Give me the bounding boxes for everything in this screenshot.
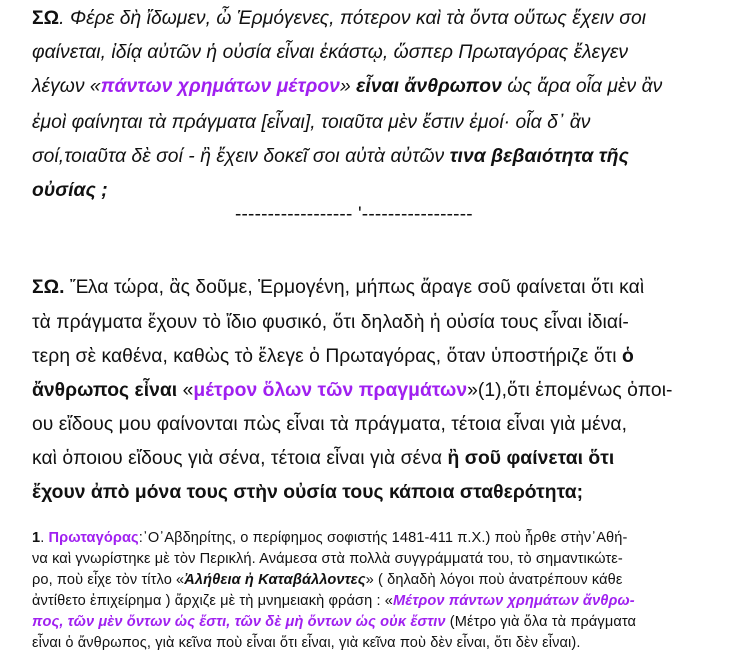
- footnote-line-3: ρο, ποὺ εἶχε τὸν τίτλο «Ἀλήθεια ἠ Καταβάλλοντες» ( δηλαδὴ λόγοι ποὺ ἀνατρέπουν κάθε: [32, 572, 623, 588]
- section-separator: ------------------ '-----------------: [235, 204, 473, 225]
- passage2-line-5: ου εἴδους μου φαίνονται πὼς εἶναι τὰ πράγματα, τέτοια εἶναι γιὰ μένα,: [32, 414, 628, 435]
- passage1-line-2: φαίνεται, ἰδίᾳ αὐτῶν ἡ οὐσία εἶναι ἑκάστῳ, ὥσπερ Πρωταγόρας ἔλεγεν: [32, 42, 629, 63]
- footnote-line-2: να καὶ γνωρίστηκε μὲ τὸν Περικλή. Ανάμεσα στὰ πολλὰ συγγράμματά του, τὸ σημαντικώτε-: [32, 551, 623, 567]
- quote-highlight: πος, τῶν μὲν ὄντων ὡς ἔστι, τῶν δὲ μὴ ὄντων ὡς οὐκ ἔστιν: [32, 614, 446, 630]
- passage2-line-4: ἄνθρωπος εἶναι «μέτρον ὅλων τῶν πραγμάτων»(1),ὅτι ἑπομένως ὁποι-: [32, 380, 673, 401]
- footnote-line-5: πος, τῶν μὲν ὄντων ὡς ἔστι, τῶν δὲ μὴ ὄντων ὡς οὐκ ἔστιν (Μέτρο γιὰ ὅλα τὰ πράγματα: [32, 614, 637, 630]
- speaker-label: ΣΩ.: [32, 277, 65, 298]
- quote-highlight: μέτρον ὅλων τῶν πραγμάτων: [193, 380, 468, 401]
- quote-highlight: πάντων χρημάτων μέτρον: [100, 76, 340, 97]
- speaker-label: ΣΩ: [32, 8, 60, 29]
- passage2-line-1: ΣΩ. Ἔλα τώρα, ἂς δοῦμε, Ἑρμογένη, μήπως ἄραγε σοῦ φαίνεται ὅτι καὶ: [32, 277, 645, 298]
- footnote-line-6: εἶναι ὁ ἄνθρωπος, γιὰ κεῖνα ποὺ εἶναι ὅτι εἶναι, γιὰ κεῖνα ποὺ δὲν εἶναι, ὅτι δὲν εἶναι).: [32, 635, 581, 651]
- passage1-line-5: σοί,τοιαῦτα δὲ σοί - ἢ ἔχειν δοκεῖ σοι αὐτὰ αὐτῶν τινα βεβαιότητα τῆς: [32, 146, 629, 167]
- passage1-line-3: λέγων «πάντων χρημάτων μέτρον» εἶναι ἄνθρωπον ὡς ἄρα οἷα μὲν ἂν: [32, 76, 663, 97]
- passage2-line-6: καὶ ὁποιου εἴδους γιὰ σένα, τέτοια εἶναι γιὰ σένα ἢ σοῦ φαίνεται ὅτι: [32, 448, 615, 469]
- quote-highlight: Μέτρον πάντων χρημάτων ἄνθρω-: [392, 593, 635, 609]
- passage1-line-1: ΣΩ. Φέρε δὴ ἴδωμεν, ὦ Ἑρμόγενες, πότερον καὶ τὰ ὄντα οὕτως ἔχειν σοι: [32, 8, 647, 29]
- work-title: Ἀλήθεια ἠ Καταβάλλοντες: [184, 572, 366, 588]
- passage1-line-6: οὐσίας ;: [32, 180, 108, 201]
- passage2-line-3: τερη σὲ καθένα, καθὼς τὸ ἔλεγε ὁ Πρωταγόρας, ὅταν ὑποστήριζε ὅτι ὁ: [32, 346, 634, 367]
- footnote-line-1: 1. Πρωταγόρας:᾽Ο᾽Αβδηρίτης, ο περίφημος σοφιστής 1481-411 π.Χ.) ποὺ ἦρθε στὴν᾽Αθή-: [32, 530, 628, 546]
- footnote-line-4: ἀντίθετο ἐπιχείρημα ) ἄρχιζε μὲ τὴ μνημειακὴ φράση : «Μέτρον πάντων χρημάτων ἄνθρω-: [32, 593, 635, 609]
- passage1-line-4: ἐμοὶ φαίνηται τὰ πράγματα [εἶναι], τοιαῦτα μὲν ἔστιν ἐμοί· οἷα δ᾽ ἂν: [32, 112, 591, 133]
- passage2-line-7: ἔχουν ἀπὸ μόνα τους στὴν οὐσία τους κάποια σταθερότητα;: [32, 482, 584, 503]
- passage2-line-2: τὰ πράγματα ἔχουν τὸ ἴδιο φυσικό, ὅτι δηλαδὴ ἡ οὐσία τους εἶναι ἰδιαί-: [32, 312, 629, 333]
- footnote-name: Πρωταγόρας: [48, 530, 139, 546]
- footnote-number: 1: [32, 530, 41, 546]
